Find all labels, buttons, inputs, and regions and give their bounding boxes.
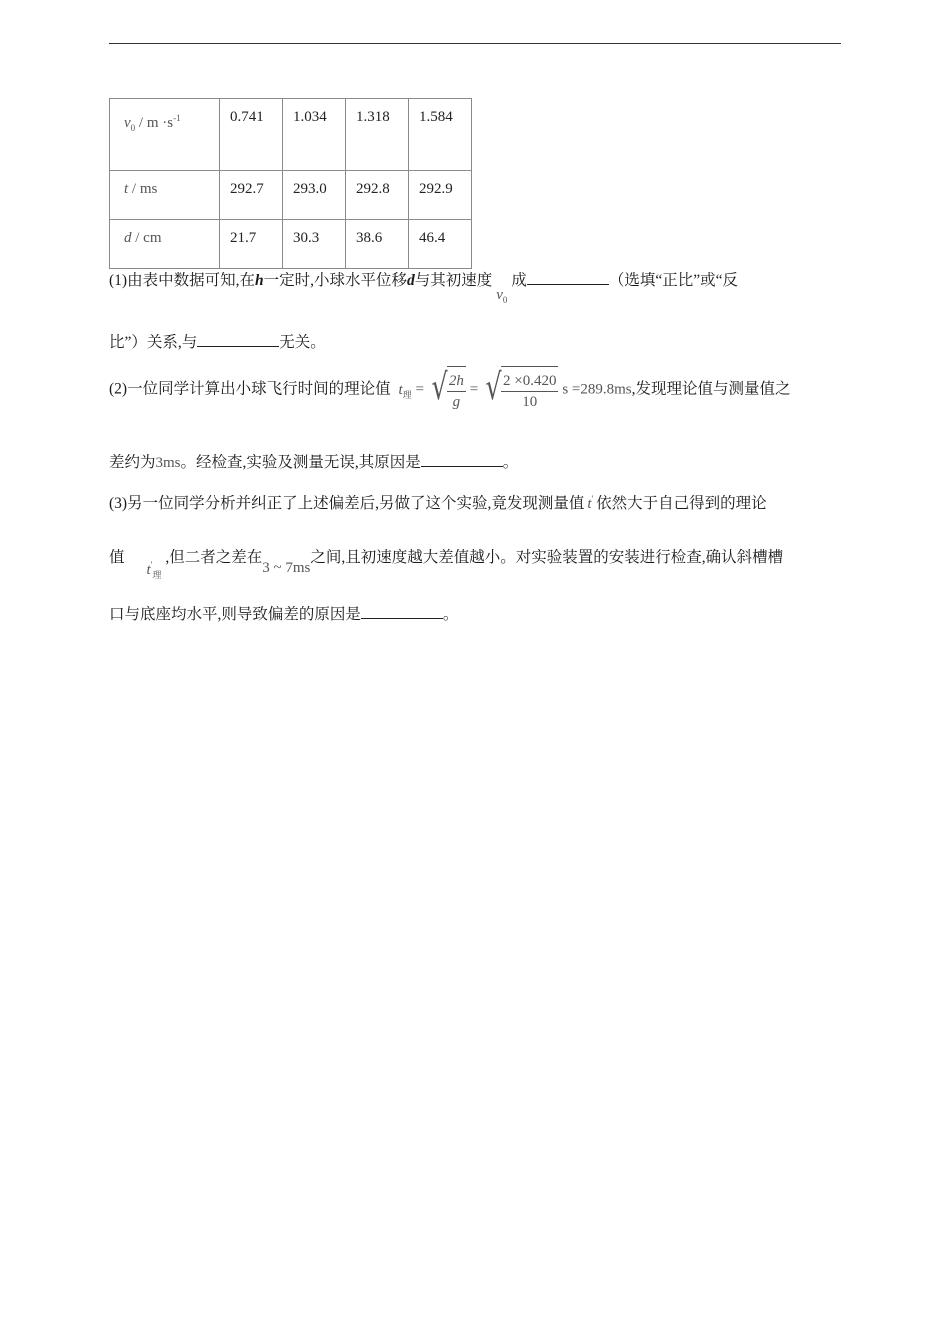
table-row (110, 171, 472, 220)
sqrt-expression: √ $\frac{2 \times 0.420}{10}$ (482, 366, 558, 414)
table-cell: 0.741 (220, 99, 283, 171)
table-cell: 38.6 (346, 220, 409, 269)
table-cell: 1.034 (283, 99, 346, 171)
table-cell: 292.9 (409, 171, 472, 220)
row-header: t / ms (110, 171, 220, 220)
q2-line-1: (2)一位同学计算出小球飞行时间的理论值 $t_理$ = √ $\frac{2h}{g}$ = √ $\frac{2 \times 0.420}{10}$ s =289.8ms,发现理论值与测量值之 (109, 366, 791, 418)
table-cell: 30.3 (283, 220, 346, 269)
q3-line-1: (3)另一位同学分析并纠正了上述偏差后,另做了这个实验,竟发现测量值 t' 依然大于自己得到的理论 (109, 494, 767, 512)
q3-line-3: 口与底座均水平,则导致偏差的原因是 。 (109, 606, 459, 623)
table-row (110, 220, 472, 269)
q3-line-2: 值$t'_理$,但二者之差在3 ~ 7ms之间,且初速度越大差值越小。对实验装置的安装进行检查,确认斜槽槽 (109, 549, 784, 580)
table-cell: 293.0 (283, 171, 346, 220)
data-table (109, 98, 472, 269)
answer-blank[interactable] (527, 270, 609, 285)
q1-line-2: 比”）关系,与 无关。 (109, 334, 326, 351)
table-row (110, 99, 472, 171)
q1-line-1: (1)由表中数据可知,在h一定时,小球水平位移d与其初速度$v_0$成 （选填“正比”或“反 (109, 272, 739, 305)
table-cell: 292.7 (220, 171, 283, 220)
table-cell: 21.7 (220, 220, 283, 269)
answer-blank[interactable] (421, 452, 503, 467)
header-rule (109, 43, 841, 44)
sqrt-expression: √ $\frac{2h}{g}$ (428, 366, 466, 414)
row-header: d / cm (110, 220, 220, 269)
q2-line-2: 差约为3ms。经检查,实验及测量无误,其原因是 。 (109, 454, 519, 471)
row-header: $v_0 / m \cdot s^{-1}$ (110, 99, 220, 171)
answer-blank[interactable] (197, 332, 279, 347)
table-cell: 1.318 (346, 99, 409, 171)
table-cell: 292.8 (346, 171, 409, 220)
answer-blank[interactable] (361, 604, 443, 619)
table-cell: 1.584 (409, 99, 472, 171)
table-cell: 46.4 (409, 220, 472, 269)
